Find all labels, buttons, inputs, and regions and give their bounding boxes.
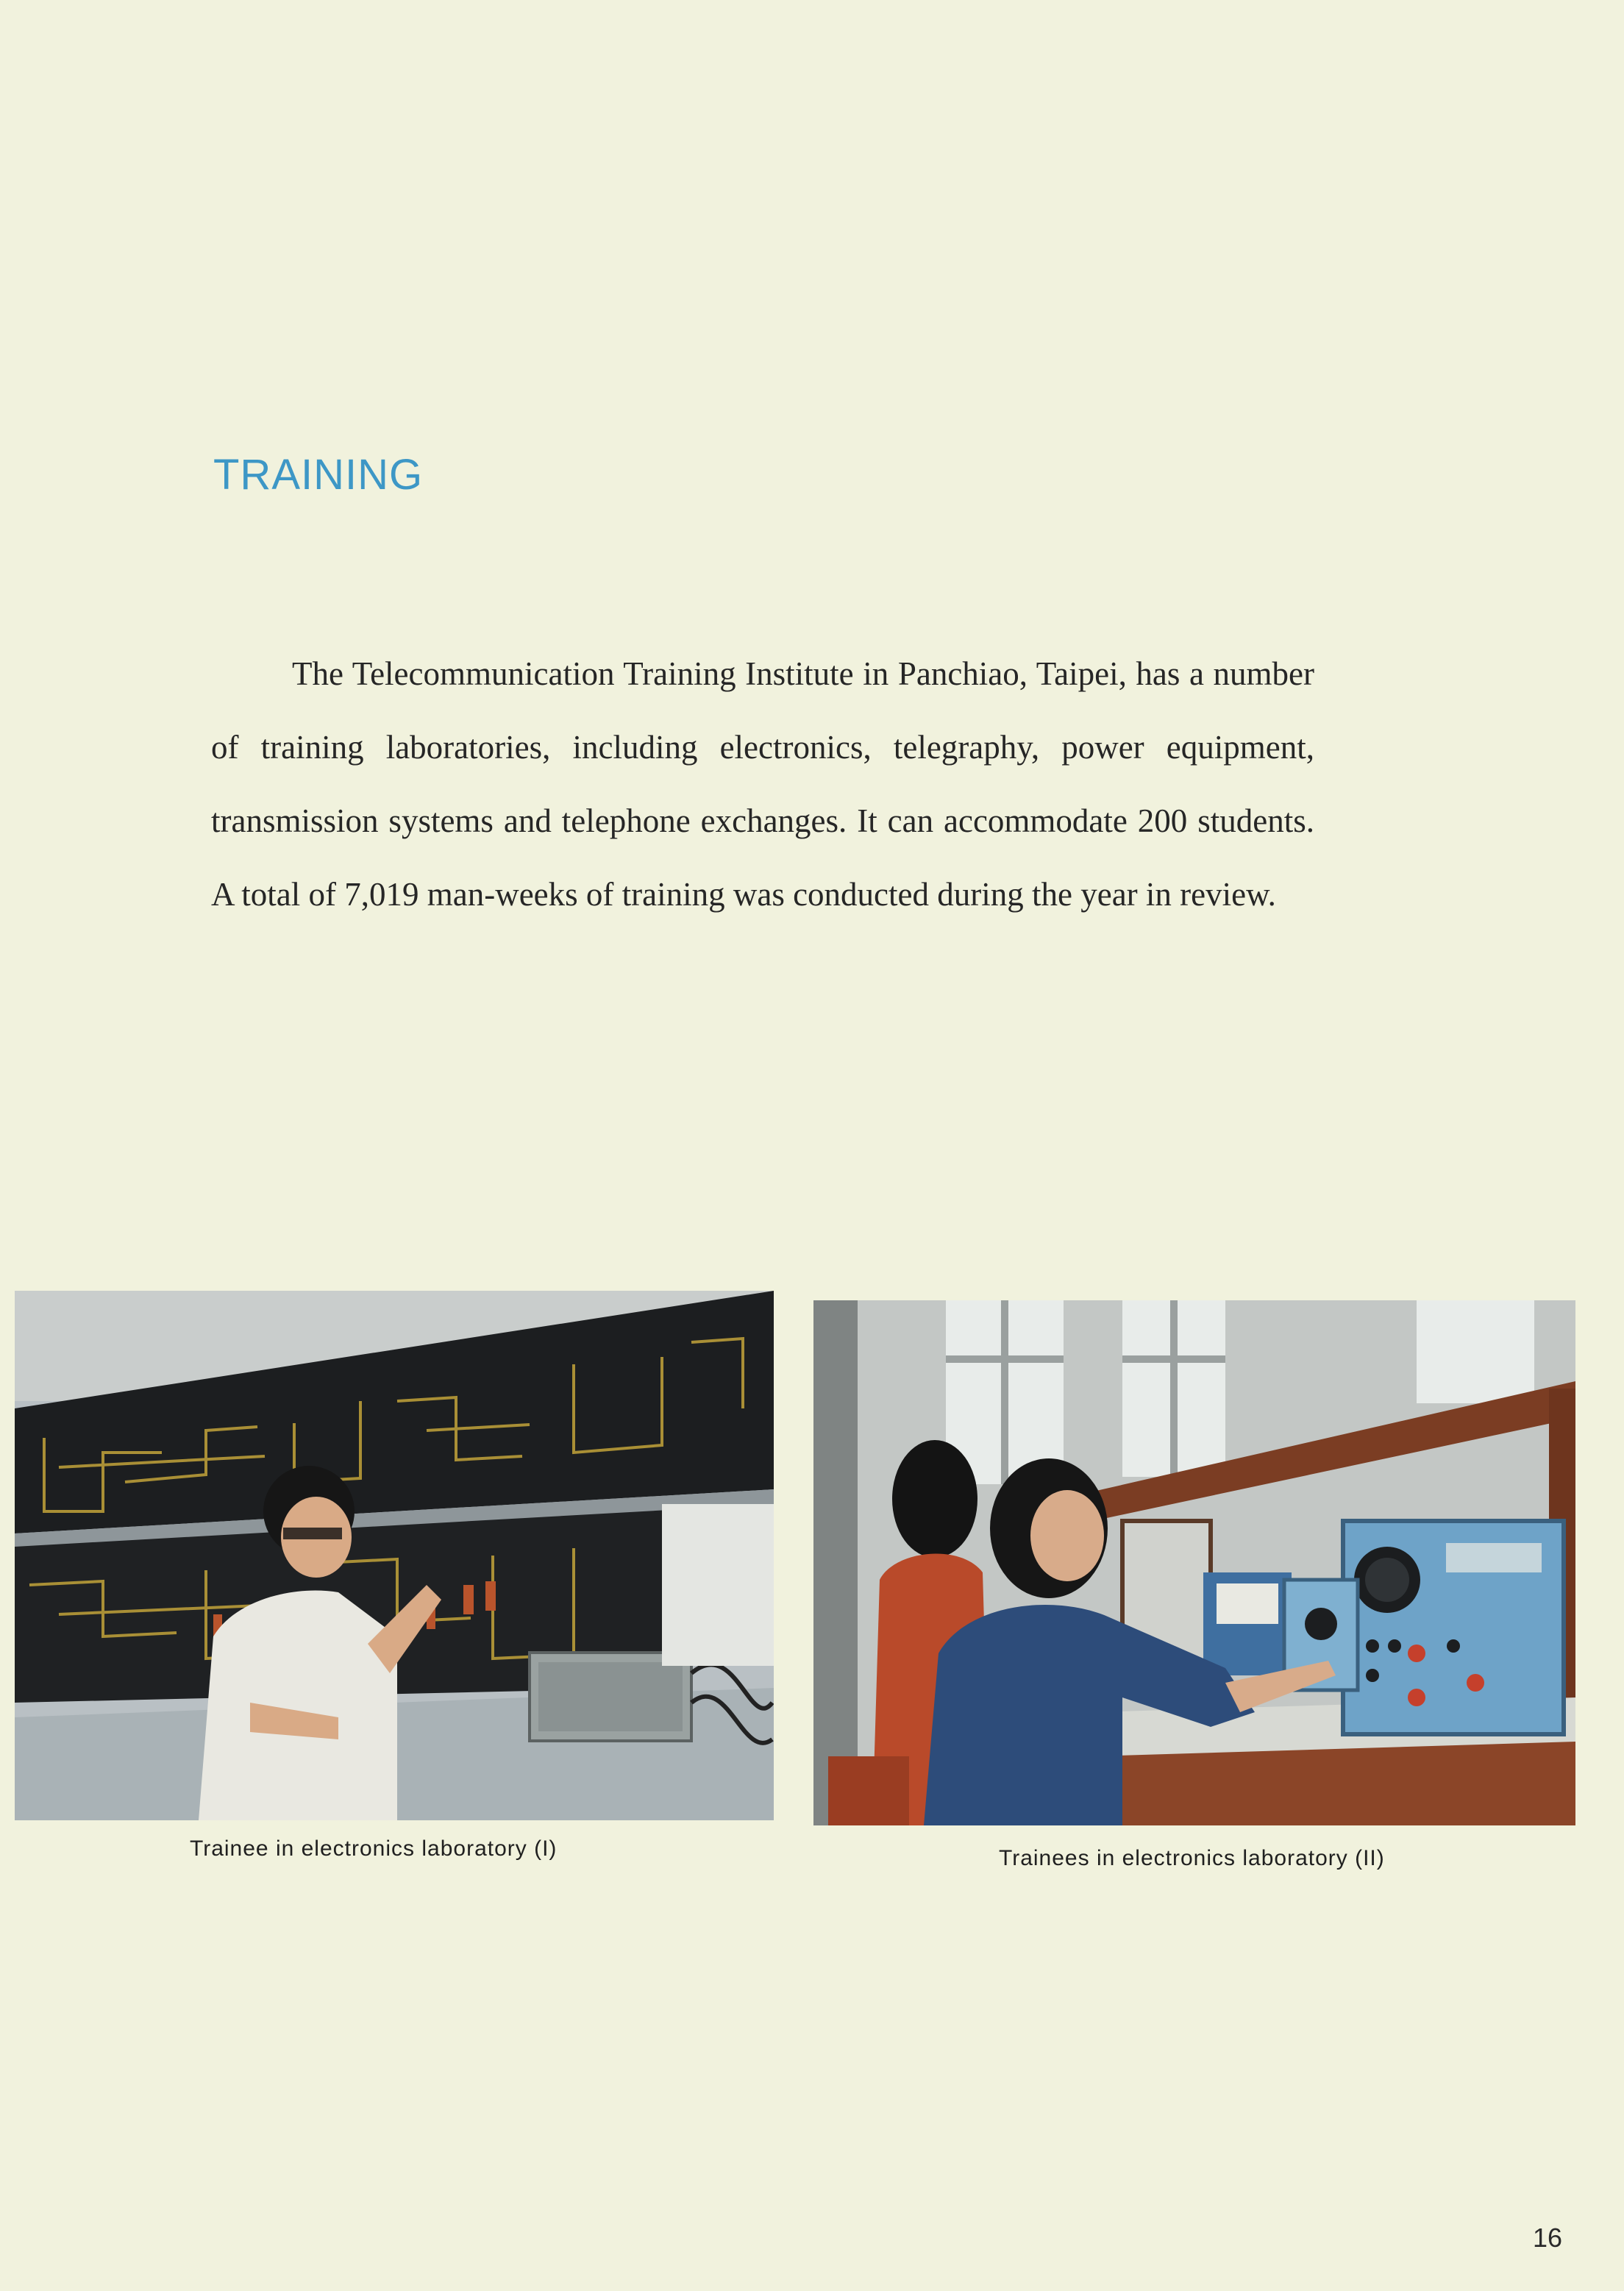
photo-trainees-electronics-lab-2 [813,1300,1575,1825]
photo-trainee-electronics-lab-1 [15,1291,774,1820]
figure-caption-2: Trainees in electronics laboratory (II) [999,1846,1385,1870]
section-heading: TRAINING [213,451,424,499]
page-number: 16 [1533,2223,1563,2253]
photo-illustration-2 [813,1300,1575,1825]
figure-caption-1: Trainee in electronics laboratory (I) [190,1836,558,1861]
photo-illustration-1 [15,1291,774,1820]
body-paragraph: The Telecommunication Training Institute in Panchiao, Taipei, has a number of training laboratories, including electronics, telegraphy, power equipment, transmission systems and telephone exchanges. It can accommodate 200 students. A total of 7,019 man-weeks of training was conducted during the year in review. [211,655,1314,913]
